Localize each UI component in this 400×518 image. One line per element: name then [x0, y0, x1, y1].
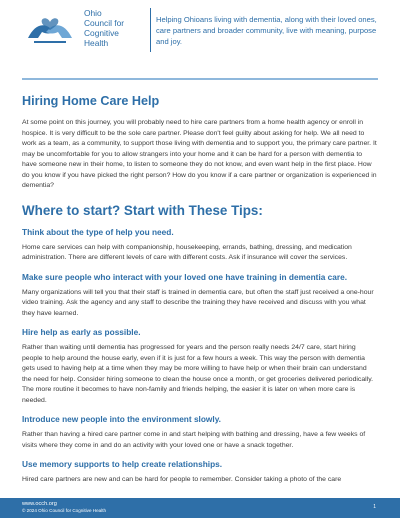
- tip-body: Home care services can help with companionship, housekeeping, errands, bathing, dressing, and medication administration. There are different levels of care with different costs. Ask if insurance will cover the services.: [22, 243, 352, 261]
- org-name-line: Council for: [84, 18, 125, 28]
- tip-heading: Use memory supports to help create relationships.: [22, 459, 223, 469]
- document-body: [22, 94, 378, 494]
- tip-heading: Make sure people who interact with your loved one have training in dementia care.: [22, 271, 348, 282]
- intro-paragraph: At some point on this journey, you will probably need to hire care partners from a home health agency or enroll in hospice. It is very difficult to be the sole care partner. Please don't feel guilty about asking for help. We all need to work as a team, as a community, to support those living with dementia and to support you, the primary care partner. It may be uncomfortable for you to allow strangers into your home and it can be hard for a person with dementia to have someone new in their home, to listen to someone they do not know, and even want help in the first place. How do you know if you have picked the right person? How do you know if a care partner or organization is experienced in dementia?: [22, 119, 377, 189]
- tip-body: Rather than waiting until dementia has progressed for years and the person really needs 24/7 care, start hiring people to help around the house early, even if it is just for a few hours a week. This way the person with dementia gets used to having help at a time when they may be more willing to have help or when their brain can understand the need for help. Consider hiring someone to clean the house once a month, or get groceries delivered periodically. The more routine it becomes to have non-family and friends helping, the easier it is later on when more care is needed.: [22, 344, 374, 404]
- title-rule: [22, 78, 378, 80]
- page-header: [0, 0, 400, 78]
- tagline: Helping Ohioans living with dementia, along with their loved ones, care partners and broader community, live with meaning, purpose and joy.: [156, 15, 377, 46]
- organization-name: [84, 8, 148, 48]
- footer-url-link[interactable]: www.occh.org: [22, 501, 57, 507]
- tip-body: Hired care partners are new and can be hard for people to remember. Consider taking a photo of the care: [22, 476, 342, 483]
- org-name-line: Ohio: [84, 8, 102, 18]
- tip-heading: Think about the type of help you need.: [22, 226, 174, 237]
- org-name-line: Health: [84, 38, 109, 48]
- tip-heading: Introduce new people into the environment slowly.: [22, 414, 221, 424]
- page-footer: [0, 498, 400, 518]
- page-title: Hiring Home Care Help: [22, 94, 160, 108]
- org-name-line: Cognitive: [84, 28, 119, 38]
- page-number: 1: [373, 504, 376, 510]
- tip-body: Rather than having a hired care partner come in and start helping with bathing and dressing, have a few weeks of visits where they come in and do an activity with your loved one or have a snack together.: [22, 431, 366, 449]
- hands-heart-icon: [24, 8, 76, 52]
- section-heading: Where to start? Start with These Tips:: [22, 202, 263, 218]
- header-divider: [150, 8, 151, 52]
- tip-body: Many organizations will tell you that their staff is trained in dementia care, but often the staff just received a one-hour video training. Ask the agency and any staff to describe the training they have received and discuss with you what they have learned.: [22, 288, 374, 317]
- tip-heading: Hire help as early as possible.: [22, 327, 141, 337]
- footer-copyright: © 2024 Ohio Council for Cognitive Health: [22, 508, 107, 513]
